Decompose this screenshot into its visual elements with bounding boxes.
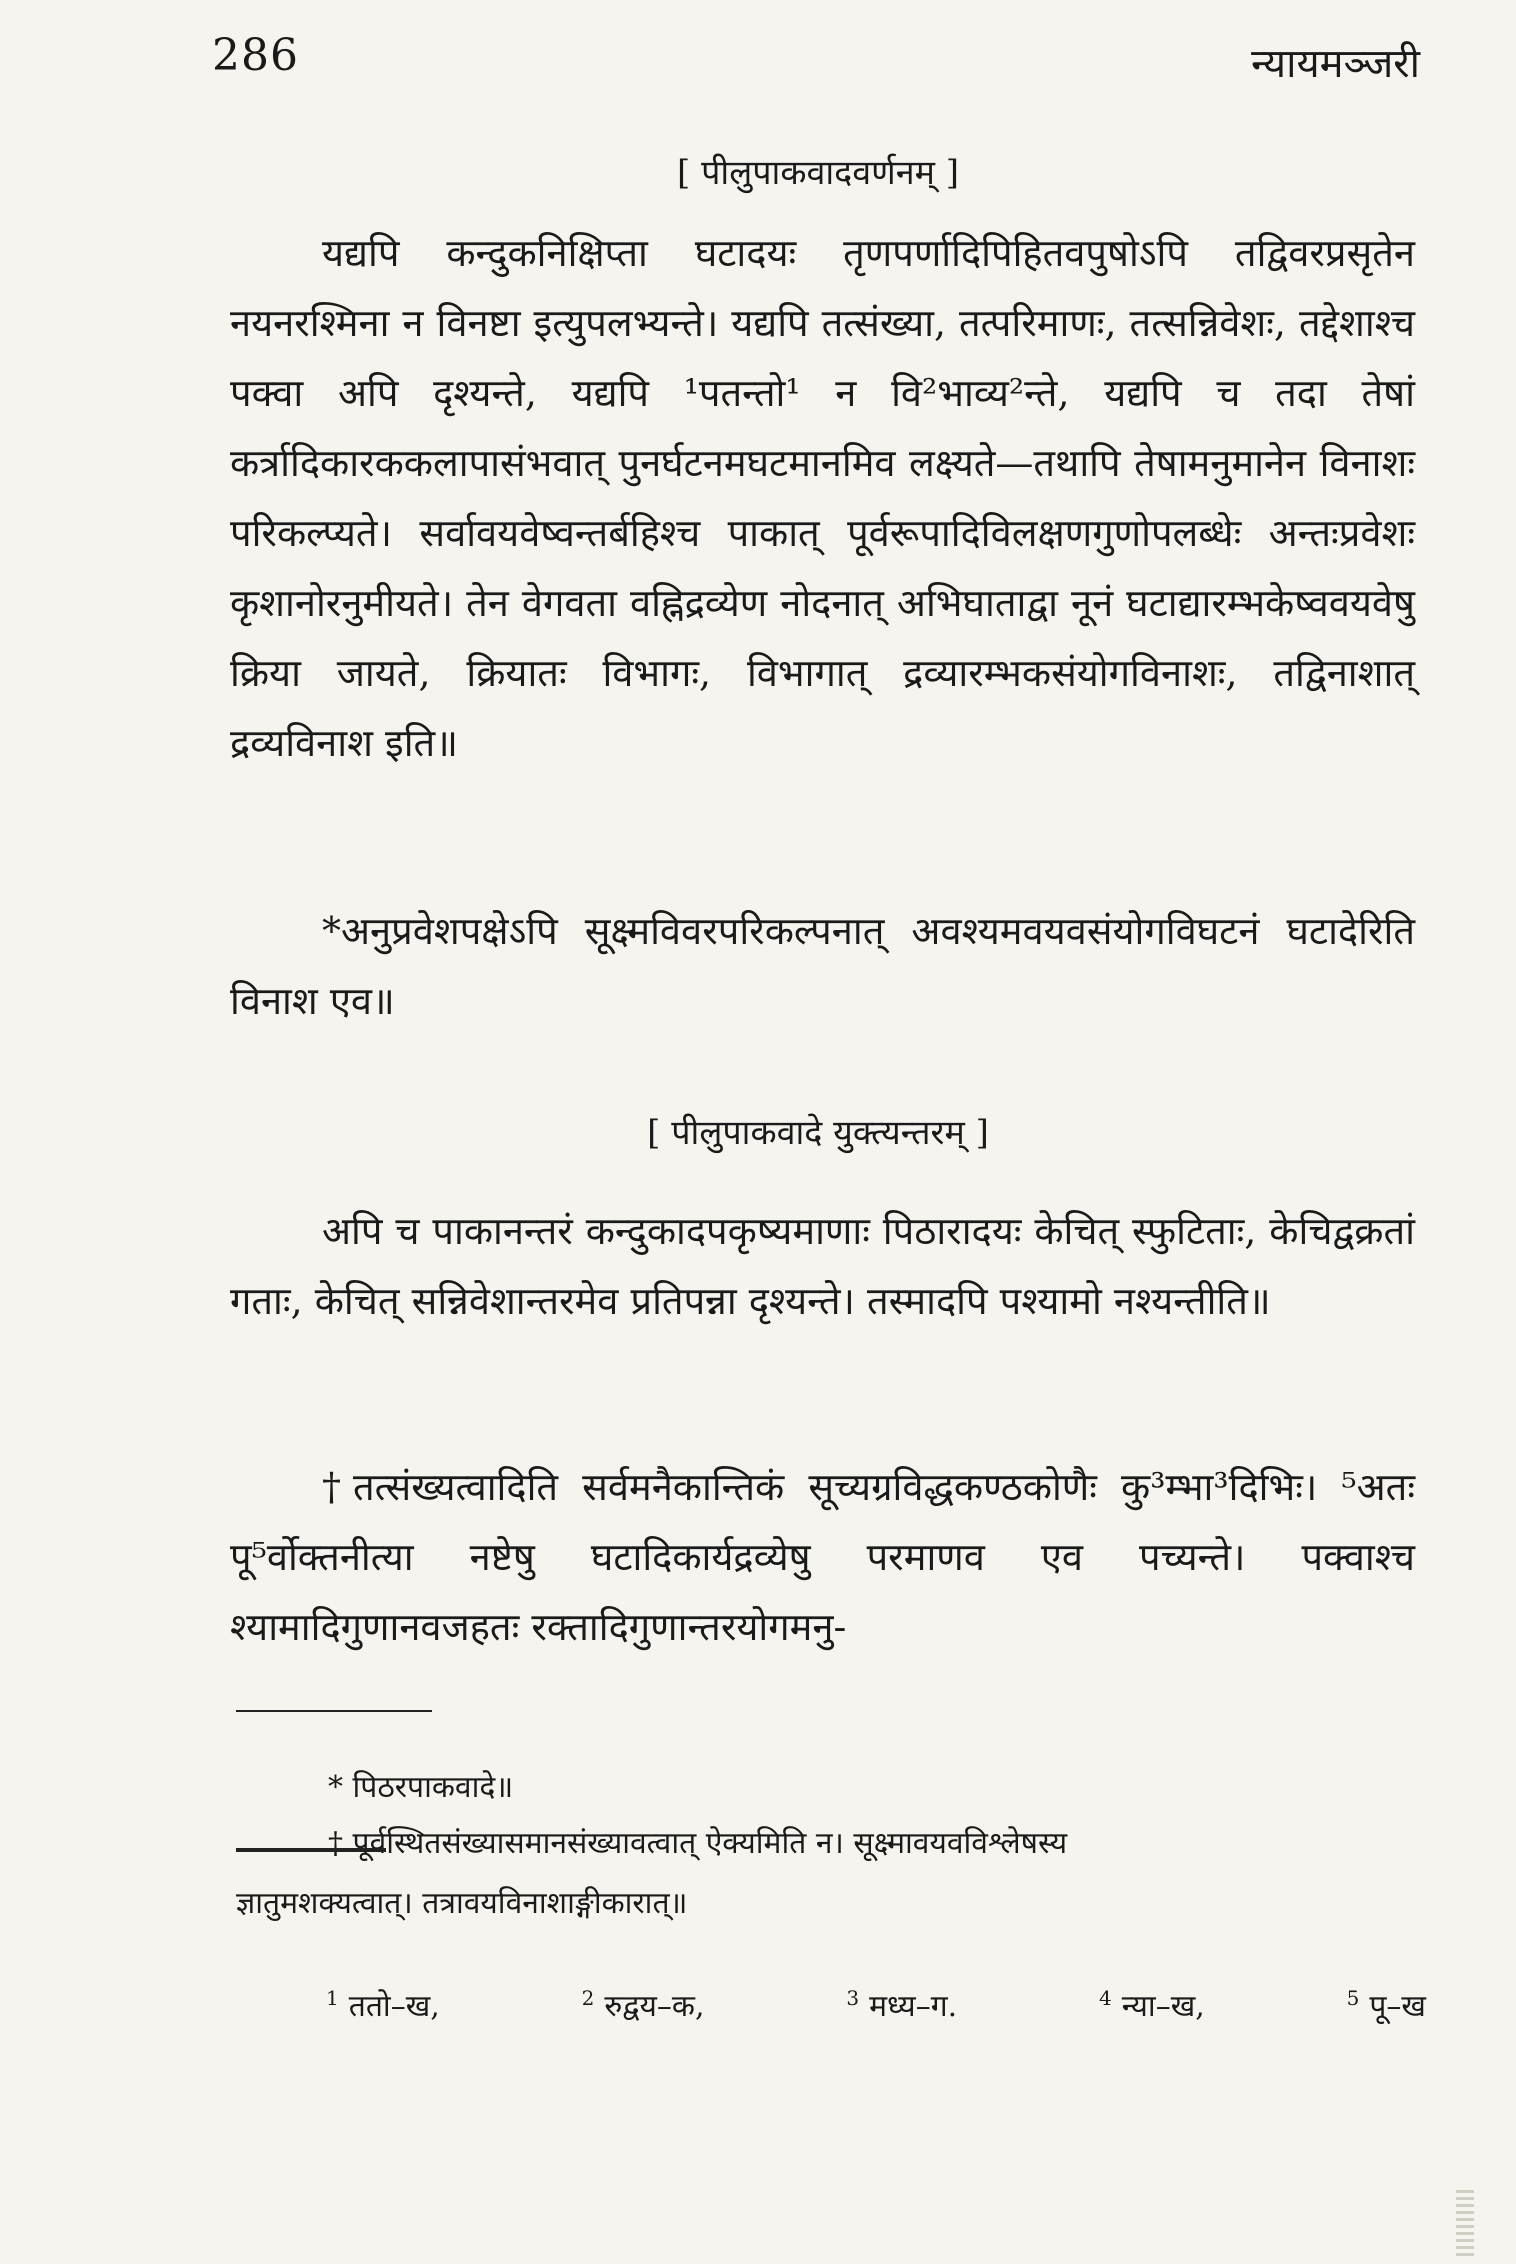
variant-reading: $^2$ रुद्वय–क, xyxy=(581,1986,705,2024)
variant-readings xyxy=(326,1984,1426,2025)
variant-reading: $^4$ न्या–ख, xyxy=(1098,1986,1205,2024)
section-heading-2: [ पीलुपाकवादे युक्त्यन्तरम् ] xyxy=(647,1113,989,1153)
section-heading-1: [ पीलुपाकवादवर्णनम् ] xyxy=(677,153,959,193)
variant-reading: $^3$ मध्य–ग. xyxy=(846,1986,958,2024)
paragraph-3: अपि च पाकानन्तरं कन्दुकादपकृष्यमाणाः पिठारादयः केचित् स्फुटिताः, केचिद्वक्रतां गताः, केचित् सन्निवेशान्तरमेव प्रतिपन्ना दृश्यन्ते। तस्मादपि पश्यामो नश्यन्तीति॥ xyxy=(230,1209,1415,1323)
page-edge-mark xyxy=(1456,2190,1474,2260)
page-number: 286 xyxy=(212,30,299,81)
running-head-title: न्यायमञ्जरी xyxy=(1251,41,1420,87)
variant-reading: $^1$ ततो–ख, xyxy=(326,1986,440,2024)
paragraph-4: †तत्संख्यत्वादिति सर्वमनैकान्तिकं सूच्यग्रविद्धकण्ठकोणैः कु³म्भा³दिभिः। ⁵अतः पू⁵र्वोक्तनीत्या नष्टेषु घटादिकार्यद्रव्येषु परमाणव एव पच्यन्ते। पक्वाश्च श्यामादिगुणानवजहतः रक्तादिगुणान्तरयोगमनु- xyxy=(230,1465,1415,1649)
footnote-1: * पिठरपाकवादे॥ xyxy=(328,1770,514,1805)
variant-reading: $^5$ पू–ख xyxy=(1346,1986,1426,2024)
footnote-separator-rule xyxy=(236,1710,432,1712)
variants-separator-rule xyxy=(236,1848,386,1852)
footnote-2: † पूर्वस्थितसंख्यासमानसंख्यावत्वात् ऐक्यमिति न। सूक्ष्मावयवविश्लेषस्य xyxy=(328,1826,1068,1861)
paragraph-1: यद्यपि कन्दुकनिक्षिप्ता घटादयः तृणपर्णादिपिहितवपुषोऽपि तद्विवरप्रसृतेन नयनरश्मिना न विनष्टा इत्युपलभ्यन्ते। यद्यपि तत्संख्या, तत्परिमाणः, तत्सन्निवेशः, तद्देशाश्च पक्वा अपि दृश्यन्ते, यद्यपि ¹पतन्तो¹ न वि²भाव्य²न्ते, यद्यपि च तदा तेषां कर्त्रादिकारककलापासंभवात् पुनर्घटनमघटमानमिव लक्ष्यते—तथापि तेषामनुमानेन विनाशः परिकल्प्यते। सर्वावयवेष्वन्तर्बहिश्च पाकात् पूर्वरूपादिविलक्षणगुणोपलब्धेः अन्तःप्रवेशः कृशानोरनुमीयते। तेन वेगवता वह्निद्रव्येण नोदनात् अभिघाताद्वा नूनं घटाद्यारम्भकेष्ववयवेषु क्रिया जायते, क्रियातः विभागः, विभागात् द्रव्यारम्भकसंयोगविनाशः, तद्विनाशात् द्रव्यविनाश इति॥ xyxy=(230,231,1415,765)
paragraph-2: *अनुप्रवेशपक्षेऽपि सूक्ष्मविवरपरिकल्पनात् अवश्यमवयवसंयोगविघटनं घटादेरिति विनाश एव॥ xyxy=(230,909,1415,1023)
footnote-2-continuation: ज्ञातुमशक्यत्वात्। तत्रावयविनाशाङ्गीकारात्॥ xyxy=(236,1886,688,1921)
